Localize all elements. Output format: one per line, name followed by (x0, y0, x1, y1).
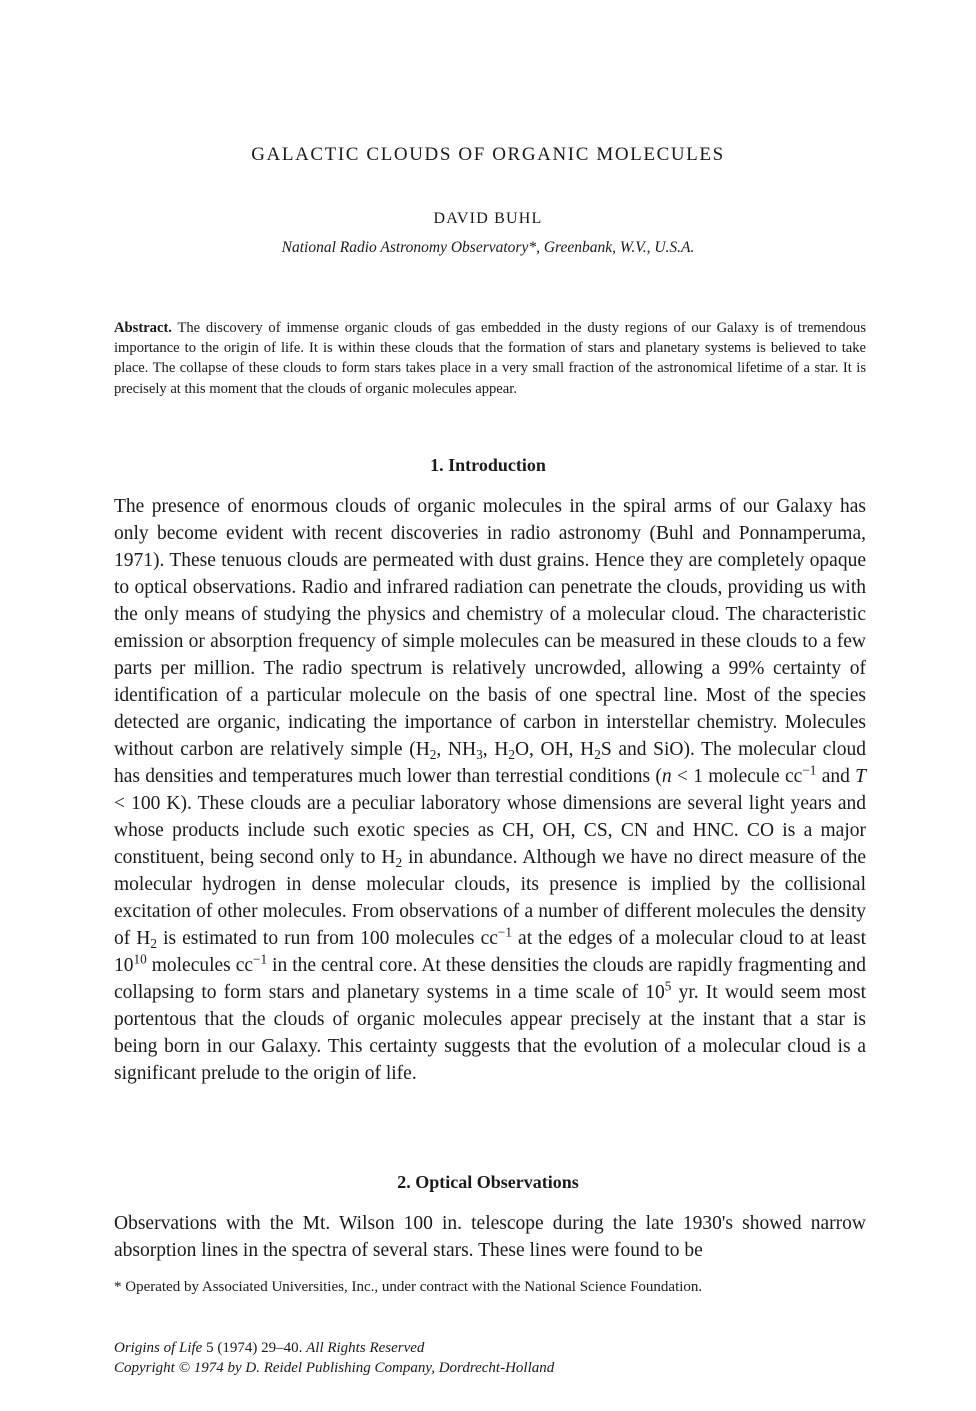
optical-observations-paragraph: Observations with the Mt. Wilson 100 in. telescope during the late 1930's showed narrow absorption lines in the spectra of several stars. These lines were found to be (114, 1213, 866, 1261)
copyright-text: © 1974 by D. Reidel Publishing Company, Dordrecht-Holland (178, 1360, 555, 1376)
abstract-text: The discovery of immense organic clouds of gas embedded in the dusty regions of our Galaxy is of tremendous importance to the origin of life. It is within these clouds that the formation of stars and planetary systems is believed to take place. The collapse of these clouds to form stars takes place in a very small fraction of the astronomical lifetime of a star. It is precisely at this moment that the clouds of organic molecules appear. (114, 320, 866, 397)
abstract (114, 318, 866, 399)
footnote: * Operated by Associated Universities, Inc., under contract with the National Science Foundation. (114, 1279, 703, 1295)
journal-year-pages: (1974) 29–40. (213, 1340, 307, 1356)
section-heading-optical-observations: 2. Optical Observations (397, 1172, 579, 1192)
journal-rights: All Rights Reserved (306, 1340, 425, 1356)
journal-volume: 5 (206, 1340, 214, 1356)
copyright-label: Copyright (114, 1360, 175, 1376)
author-affiliation: National Radio Astronomy Observatory*, Greenbank, W.V., U.S.A. (281, 239, 695, 256)
abstract-label: Abstract. (114, 320, 172, 336)
section-heading-introduction: 1. Introduction (430, 455, 546, 475)
introduction-paragraph: The presence of enormous clouds of organic molecules in the spiral arms of our Galaxy has only become evident with recent discoveries in radio astronomy (Buhl and Ponnamperuma, 1971). These tenuous clouds are permeated with dust grains. Hence they are completely opaque to optical observations. Radio and infrared radiation can penetrate the clouds, providing us with the only means of studying the physics and chemistry of a molecular cloud. The characteristic emission or absorption frequency of simple molecules can be measured in these clouds to a few parts per million. The radio spectrum is relatively uncrowded, allowing a 99% certainty of identification of a particular molecule on the basis of one spectral line. Most of the species detected are organic, indicating the importance of carbon in interstellar chemistry. Molecules without carbon are relatively simple ($H_2$, $NH_3$, $H_2O$, OH, $H_2S$ and SiO). The molecular cloud has densities and temperatures much lower than terrestial conditions (n < 1 molecule $cc^{-1}$ and T < 100 K). These clouds are a peculiar laboratory whose dimensions are several light years and whose products include such exotic species as CH, OH, CS, CN and HNC. CO is a major constituent, being second only to $H_2$ in abundance. Although we have no direct measure of the molecular hydrogen in dense molecular clouds, its presence is implied by the collisional excitation of other molecules. From observations of a number of different molecules the density of $H_2$ is estimated to run from 100 molecules $cc^{-1}$ at the edges of a molecular cloud to at least $10^{10}$ molecules $cc^{-1}$ in the central core. At these densities the clouds are rapidly fragmenting and collapsing to form stars and planetary systems in a time scale of $10^5$ yr. It would seem most portentous that the clouds of organic molecules appear precisely at the instant that a star is being born in our Galaxy. This certainty suggests that the evolution of a molecular cloud is a significant prelude to the origin of life. (114, 496, 867, 1084)
journal-name: Origins of Life (114, 1340, 203, 1356)
paper-title: GALACTIC CLOUDS OF ORGANIC MOLECULES (251, 144, 725, 165)
journal-citation (114, 1338, 866, 1378)
author-name: DAVID BUHL (433, 210, 543, 227)
